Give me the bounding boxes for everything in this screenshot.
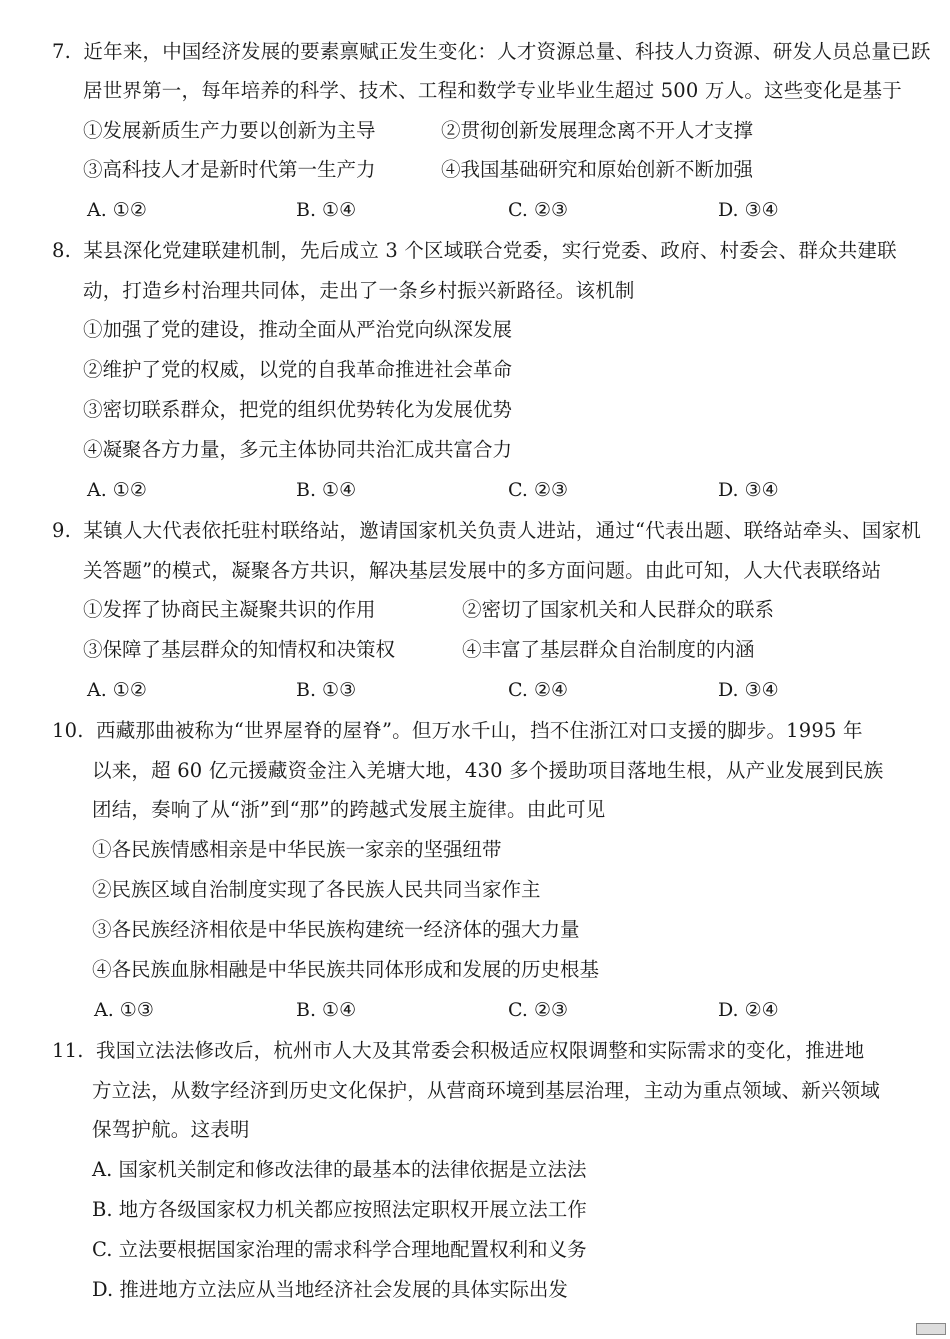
watermark-stamp bbox=[916, 1323, 946, 1335]
answer-option-a: A. ①② bbox=[87, 199, 147, 221]
question-stem-line: 以来，超 60 亿元援藏资金注入羌塘大地，430 多个援助项目落地生根，从产业发展到民族 bbox=[92, 759, 884, 782]
statement-item: ③保障了基层群众的知情权和决策权 bbox=[83, 638, 396, 661]
question-stem-line: 方立法，从数字经济到历史文化保护，从营商环境到基层治理，主动为重点领域、新兴领域 bbox=[92, 1079, 881, 1102]
answer-option-d: D. ②④ bbox=[718, 999, 779, 1021]
statement-item: ①各民族情感相亲是中华民族一家亲的坚强纽带 bbox=[92, 838, 502, 861]
answer-option-d: D. ③④ bbox=[718, 679, 779, 701]
answer-option-c: C. ②④ bbox=[508, 679, 569, 701]
answer-option-d: D. ③④ bbox=[718, 479, 779, 501]
question-stem-line: 近年来，中国经济发展的要素禀赋正发生变化：人才资源总量、科技人力资源、研发人员总量已跃 bbox=[83, 40, 931, 63]
question-stem-line: 关答题”的模式，凝聚各方共识，解决基层发展中的多方面问题。由此可知，人大代表联络站 bbox=[83, 559, 882, 582]
statement-item: ①发展新质生产力要以创新为主导 bbox=[83, 119, 376, 142]
question-stem-line: 我国立法法修改后，杭州市人大及其常委会积极适应权限调整和实际需求的变化，推进地 bbox=[96, 1039, 865, 1062]
question-number: 7. bbox=[52, 40, 72, 63]
answer-option-b: B. ①④ bbox=[296, 479, 357, 501]
statement-item: ④各民族血脉相融是中华民族共同体形成和发展的历史根基 bbox=[92, 958, 600, 981]
question-number: 9. bbox=[52, 519, 72, 542]
answer-option-a: A. 国家机关制定和修改法律的最基本的法律依据是立法法 bbox=[92, 1158, 587, 1181]
answer-option-c: C. ②③ bbox=[508, 479, 569, 501]
statement-item: ④凝聚各方力量，多元主体协同共治汇成共富合力 bbox=[83, 438, 513, 461]
question-stem-line: 某镇人大代表依托驻村联络站，邀请国家机关负责人进站，通过“代表出题、联络站牵头、国家机 bbox=[83, 519, 921, 542]
statement-item: ③各民族经济相依是中华民族构建统一经济体的强大力量 bbox=[92, 918, 580, 941]
answer-option-b: B. 地方各级国家权力机关都应按照法定职权开展立法工作 bbox=[92, 1198, 587, 1221]
statement-item: ③高科技人才是新时代第一生产力 bbox=[83, 158, 376, 181]
question-stem-line: 保驾护航。这表明 bbox=[92, 1118, 250, 1141]
answer-option-d: D. 推进地方立法应从当地经济社会发展的具体实际出发 bbox=[92, 1278, 568, 1301]
statement-item: ②贯彻创新发展理念离不开人才支撑 bbox=[441, 119, 754, 142]
answer-option-b: B. ①④ bbox=[296, 199, 357, 221]
statement-item: ②维护了党的权威，以党的自我革命推进社会革命 bbox=[83, 358, 513, 381]
statement-item: ②民族区域自治制度实现了各民族人民共同当家作主 bbox=[92, 878, 541, 901]
answer-option-d: D. ③④ bbox=[718, 199, 779, 221]
answer-option-a: A. ①② bbox=[87, 679, 147, 701]
answer-option-a: A. ①③ bbox=[94, 999, 154, 1021]
statement-item: ①发挥了协商民主凝聚共识的作用 bbox=[83, 598, 376, 621]
question-stem-line: 居世界第一，每年培养的科学、技术、工程和数学专业毕业生超过 500 万人。这些变化是基于 bbox=[83, 79, 902, 102]
question-stem-line: 西藏那曲被称为“世界屋脊的屋脊”。但万水千山，挡不住浙江对口支援的脚步。1995 年 bbox=[96, 719, 863, 742]
answer-option-b: B. ①④ bbox=[296, 999, 357, 1021]
answer-option-b: B. ①③ bbox=[296, 679, 357, 701]
answer-option-c: C. 立法要根据国家治理的需求科学合理地配置权利和义务 bbox=[92, 1238, 587, 1261]
statement-item: ①加强了党的建设，推动全面从严治党向纵深发展 bbox=[83, 318, 513, 341]
question-number: 11. bbox=[52, 1039, 84, 1062]
question-number: 8. bbox=[52, 239, 72, 262]
question-number: 10. bbox=[52, 719, 84, 742]
answer-option-c: C. ②③ bbox=[508, 999, 569, 1021]
question-stem-line: 某县深化党建联建机制，先后成立 3 个区域联合党委，实行党委、政府、村委会、群众共建联 bbox=[83, 239, 897, 262]
statement-item: ④丰富了基层群众自治制度的内涵 bbox=[462, 638, 755, 661]
statement-item: ③密切联系群众，把党的组织优势转化为发展优势 bbox=[83, 398, 513, 421]
question-stem-line: 动，打造乡村治理共同体，走出了一条乡村振兴新路径。该机制 bbox=[83, 279, 635, 302]
answer-option-c: C. ②③ bbox=[508, 199, 569, 221]
question-stem-line: 团结，奏响了从“浙”到“那”的跨越式发展主旋律。由此可见 bbox=[92, 798, 606, 821]
statement-item: ④我国基础研究和原始创新不断加强 bbox=[441, 158, 754, 181]
statement-item: ②密切了国家机关和人民群众的联系 bbox=[462, 598, 775, 621]
answer-option-a: A. ①② bbox=[87, 479, 147, 501]
